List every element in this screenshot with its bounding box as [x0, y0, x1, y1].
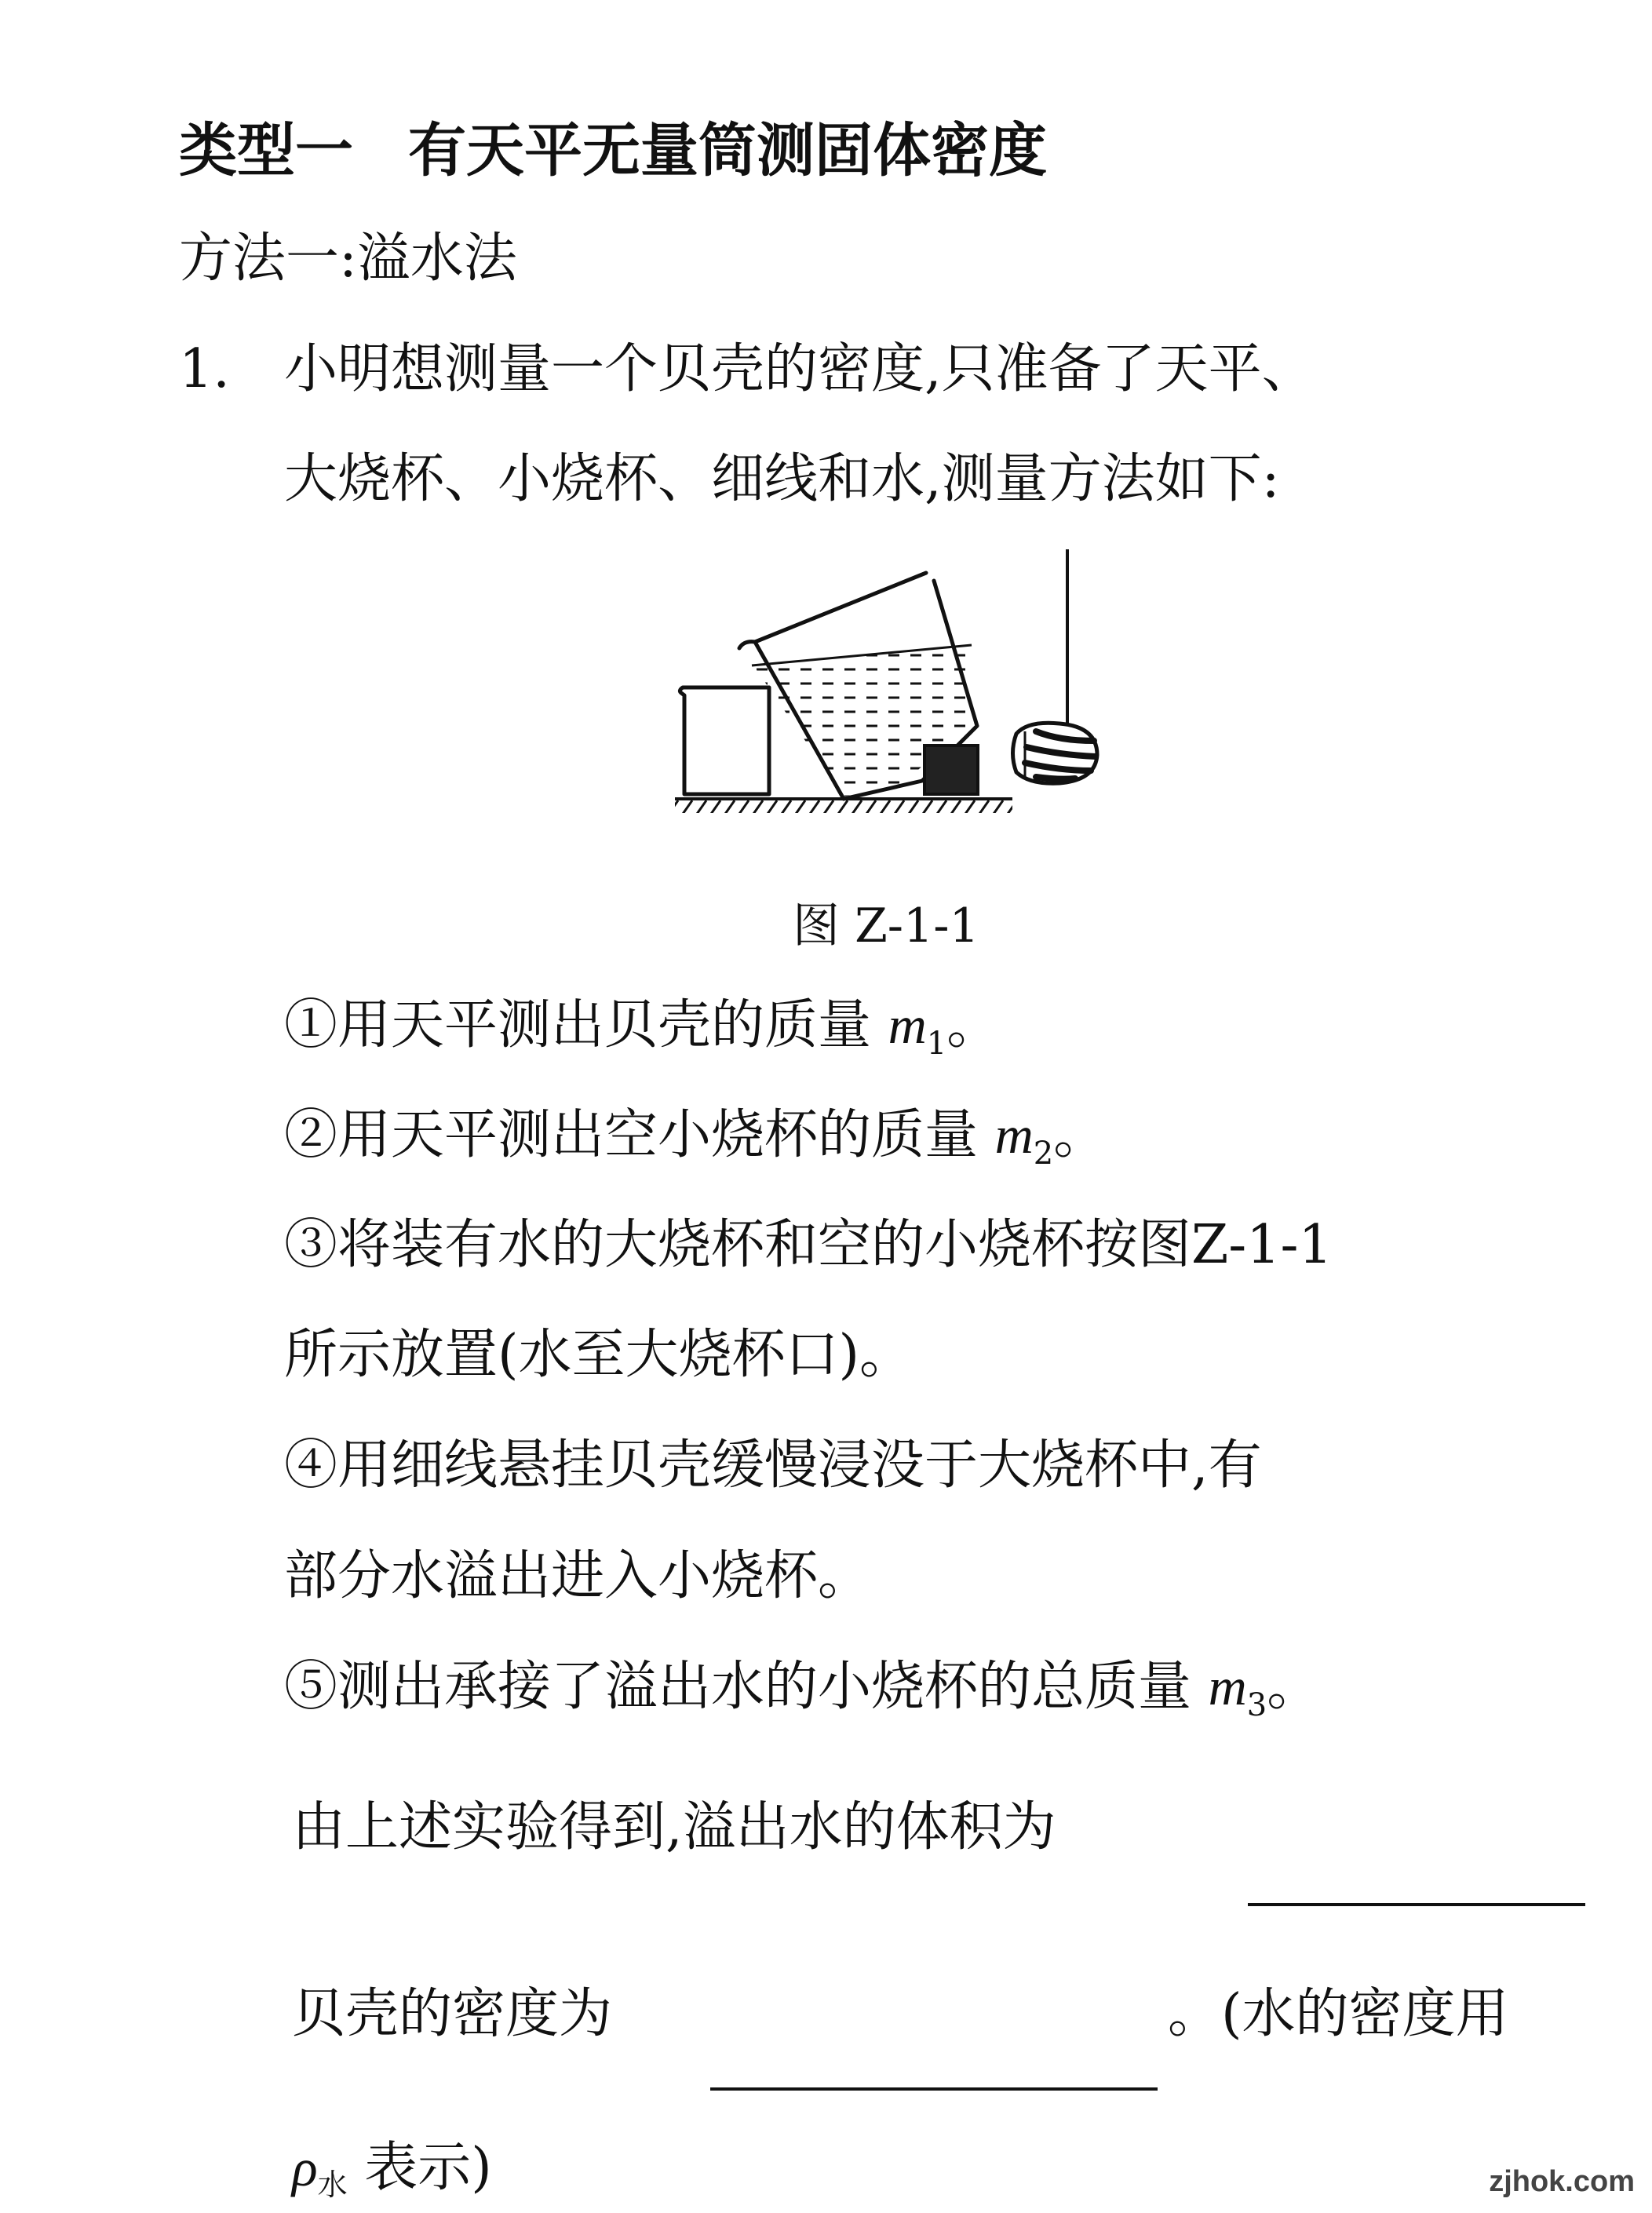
step-3-line2: 所示放置(水至大烧杯口)。 [284, 1324, 914, 1386]
ground-surface [675, 799, 1012, 813]
step-1 [284, 994, 1001, 1062]
density-answer-blank[interactable] [710, 2087, 1158, 2091]
shell [1013, 723, 1098, 783]
method-label: 方法一:溢水法 [179, 228, 517, 290]
type-title: 有天平无量筒测固体密度 [408, 117, 1047, 184]
section-heading [179, 117, 1047, 184]
rho-subscript: 水 [317, 2167, 348, 2202]
step-1-text: ①用天平测出贝壳的质量 [284, 994, 872, 1056]
step-2-variable: m [994, 1105, 1034, 1165]
step-2 [284, 1104, 1107, 1172]
step-1-end: 。 [946, 994, 1001, 1056]
rho-symbol: ρ [292, 2138, 318, 2197]
type-label: 类型一 [179, 117, 353, 184]
rho-note [292, 2137, 492, 2202]
step-2-text: ②用天平测出空小烧杯的质量 [284, 1104, 979, 1166]
experiment-figure [667, 549, 1138, 832]
volume-answer-blank[interactable] [1248, 1903, 1585, 1906]
step-5-end: 。 [1267, 1656, 1321, 1718]
step-5-variable: m [1208, 1657, 1247, 1716]
question-stem-line1: 小明想测量一个贝壳的密度,只准备了天平、 [284, 338, 1315, 400]
step-5 [284, 1656, 1321, 1723]
step-4-line2: 部分水溢出进入小烧杯。 [284, 1545, 872, 1607]
step-1-subscript: 1 [926, 1026, 947, 1062]
step-1-variable: m [888, 995, 927, 1055]
step-4-line1: ④用细线悬挂贝壳缓慢浸没于大烧杯中,有 [284, 1435, 1262, 1497]
small-beaker [680, 687, 769, 794]
volume-prompt: 由上述实验得到,溢出水的体积为 [292, 1796, 1056, 1858]
watermark: zjhok.com [1489, 2165, 1635, 2198]
density-prompt: 贝壳的密度为 [292, 1983, 613, 2045]
step-2-end: 。 [1053, 1104, 1107, 1166]
step-2-subscript: 2 [1033, 1136, 1054, 1172]
question-stem-line2: 大烧杯、小烧杯、细线和水,测量方法如下: [284, 448, 1280, 510]
figure-caption: 图 Z-1-1 [793, 899, 979, 953]
step-5-text: ⑤测出承接了溢出水的小烧杯的总质量 [284, 1656, 1192, 1718]
step-5-subscript: 3 [1246, 1687, 1267, 1723]
density-note: 。(水的密度用 [1168, 1983, 1509, 2045]
question-number: 1. [179, 338, 230, 400]
step-3-line1: ③将装有水的大烧杯和空的小烧杯按图Z-1-1 [284, 1214, 1333, 1276]
rho-end: 表示) [364, 2137, 492, 2199]
support-block [924, 746, 978, 794]
